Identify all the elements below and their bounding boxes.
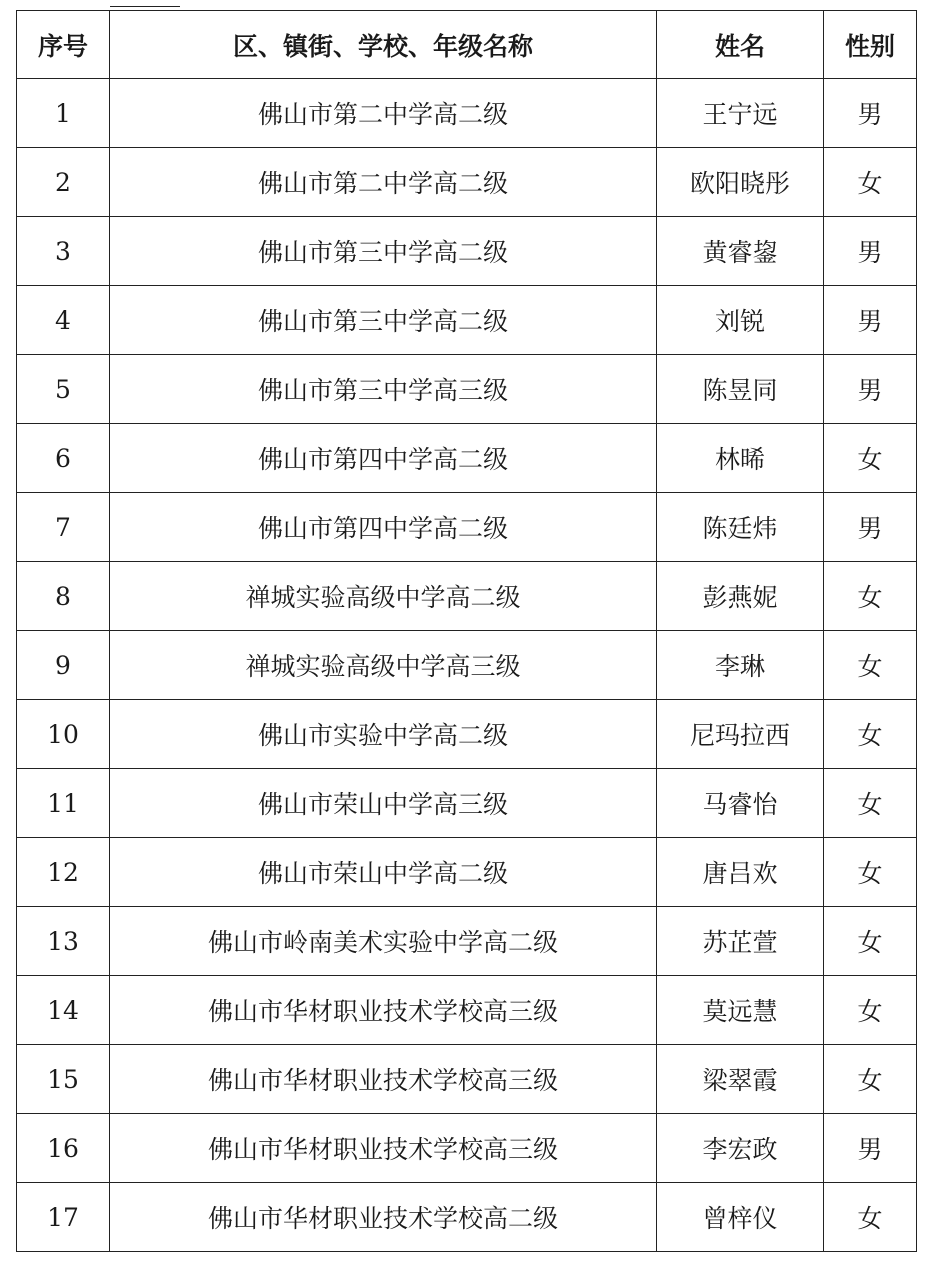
cell-index: 8 [17, 562, 110, 631]
cell-school: 佛山市第二中学高二级 [110, 79, 657, 148]
cell-name: 唐吕欢 [657, 838, 824, 907]
cell-name: 刘锐 [657, 286, 824, 355]
cell-name: 王宁远 [657, 79, 824, 148]
table-row [17, 562, 917, 631]
cell-gender: 男 [824, 217, 917, 286]
header-school: 区、镇街、学校、年级名称 [110, 11, 657, 79]
cell-name: 莫远慧 [657, 976, 824, 1045]
table-row [17, 79, 917, 148]
cell-name: 尼玛拉西 [657, 700, 824, 769]
cell-index: 3 [17, 217, 110, 286]
cell-school: 佛山市第二中学高二级 [110, 148, 657, 217]
cell-school: 禅城实验高级中学高二级 [110, 562, 657, 631]
cell-gender: 女 [824, 700, 917, 769]
cell-index: 16 [17, 1114, 110, 1183]
cell-index: 9 [17, 631, 110, 700]
cell-name: 林晞 [657, 424, 824, 493]
table-row [17, 1183, 917, 1252]
cell-gender: 女 [824, 976, 917, 1045]
cell-name: 彭燕妮 [657, 562, 824, 631]
cell-school: 佛山市华材职业技术学校高二级 [110, 1183, 657, 1252]
cell-index: 2 [17, 148, 110, 217]
table-row [17, 1045, 917, 1114]
cell-name: 黄睿鋆 [657, 217, 824, 286]
table-row [17, 355, 917, 424]
cell-gender: 女 [824, 1045, 917, 1114]
cell-name: 梁翠霞 [657, 1045, 824, 1114]
cell-index: 5 [17, 355, 110, 424]
cell-school: 佛山市第四中学高二级 [110, 424, 657, 493]
table-row [17, 976, 917, 1045]
header-row [17, 11, 917, 79]
table-row [17, 700, 917, 769]
table-row [17, 217, 917, 286]
cell-index: 1 [17, 79, 110, 148]
cell-index: 15 [17, 1045, 110, 1114]
cell-school: 佛山市荣山中学高三级 [110, 769, 657, 838]
cell-index: 11 [17, 769, 110, 838]
header-name: 姓名 [657, 11, 824, 79]
cell-name: 马睿怡 [657, 769, 824, 838]
cell-index: 6 [17, 424, 110, 493]
cell-index: 13 [17, 907, 110, 976]
header-gender: 性别 [824, 11, 917, 79]
cell-name: 李琳 [657, 631, 824, 700]
header-index: 序号 [17, 11, 110, 79]
student-roster-table [16, 10, 917, 1252]
cell-name: 欧阳晓彤 [657, 148, 824, 217]
cell-name: 苏芷萱 [657, 907, 824, 976]
cell-school: 佛山市第四中学高二级 [110, 493, 657, 562]
table-row [17, 286, 917, 355]
table-header [17, 11, 917, 79]
cell-index: 4 [17, 286, 110, 355]
table-row [17, 631, 917, 700]
table-row [17, 907, 917, 976]
cell-index: 7 [17, 493, 110, 562]
cell-school: 佛山市第三中学高三级 [110, 355, 657, 424]
cell-gender: 男 [824, 355, 917, 424]
cell-gender: 男 [824, 493, 917, 562]
cell-gender: 男 [824, 79, 917, 148]
cell-index: 12 [17, 838, 110, 907]
cell-name: 曾梓仪 [657, 1183, 824, 1252]
cell-index: 14 [17, 976, 110, 1045]
cell-name: 李宏政 [657, 1114, 824, 1183]
cell-gender: 女 [824, 424, 917, 493]
cell-gender: 女 [824, 1183, 917, 1252]
cell-school: 佛山市第三中学高二级 [110, 286, 657, 355]
cell-school: 佛山市第三中学高二级 [110, 217, 657, 286]
table-row [17, 1114, 917, 1183]
table-row [17, 424, 917, 493]
cell-school: 佛山市华材职业技术学校高三级 [110, 1045, 657, 1114]
cell-name: 陈廷炜 [657, 493, 824, 562]
cell-school: 佛山市华材职业技术学校高三级 [110, 976, 657, 1045]
cell-gender: 女 [824, 631, 917, 700]
table-body [17, 79, 917, 1252]
table-row [17, 493, 917, 562]
cell-gender: 男 [824, 1114, 917, 1183]
page-top-fragment [110, 0, 180, 7]
cell-gender: 女 [824, 562, 917, 631]
cell-index: 17 [17, 1183, 110, 1252]
cell-gender: 女 [824, 907, 917, 976]
cell-school: 禅城实验高级中学高三级 [110, 631, 657, 700]
cell-gender: 女 [824, 148, 917, 217]
cell-index: 10 [17, 700, 110, 769]
cell-name: 陈昱同 [657, 355, 824, 424]
cell-school: 佛山市实验中学高二级 [110, 700, 657, 769]
cell-gender: 男 [824, 286, 917, 355]
cell-school: 佛山市荣山中学高二级 [110, 838, 657, 907]
cell-gender: 女 [824, 838, 917, 907]
table-row [17, 148, 917, 217]
table-row [17, 769, 917, 838]
cell-school: 佛山市华材职业技术学校高三级 [110, 1114, 657, 1183]
cell-school: 佛山市岭南美术实验中学高二级 [110, 907, 657, 976]
cell-gender: 女 [824, 769, 917, 838]
table-row [17, 838, 917, 907]
